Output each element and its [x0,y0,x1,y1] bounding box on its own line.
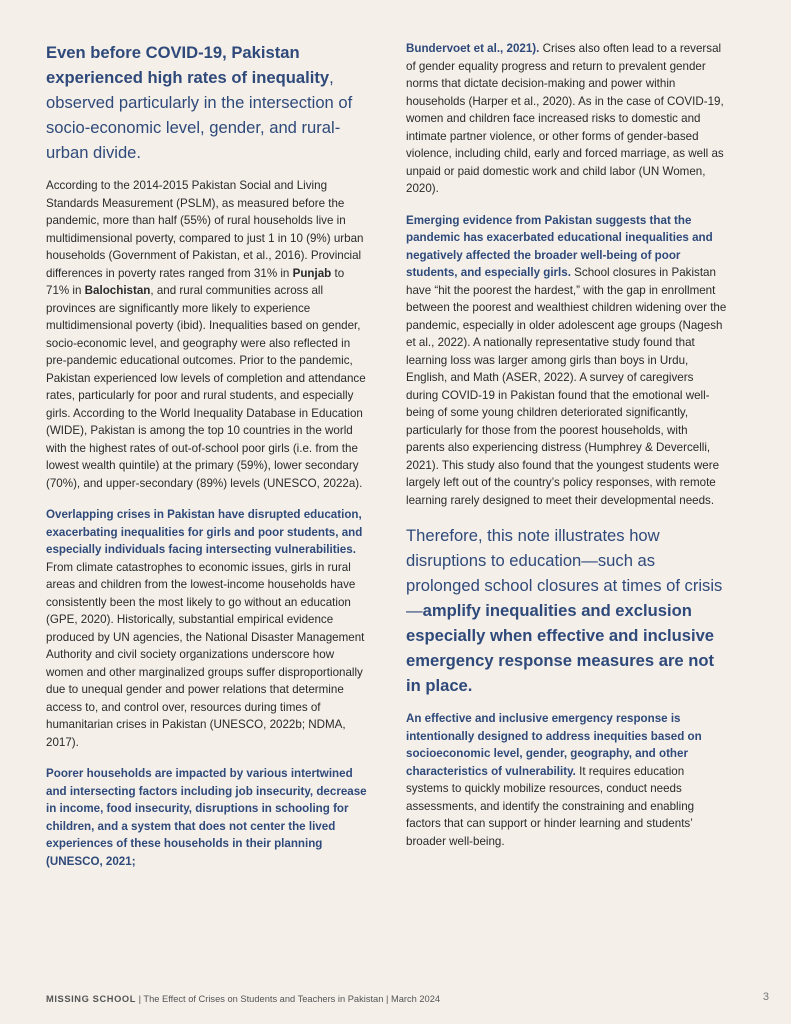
text-segment: According to the 2014-2015 Pakistan Social and Living Standards Measurement (PSLM), as measured before the pandemic, more than half (55%) of rural households live in multidimensional poverty, compared to just 1 in 10 (9%) urban households (Government of Pakistan, et al., 2016). Provincial differences in poverty rates ranged from 31% in [46,179,364,280]
left-column [46,40,368,884]
page-footer [46,991,769,1004]
page-number: 3 [762,991,769,1003]
right-paragraph-3 [406,710,728,850]
lead-bold-text: Even before COVID-19, Pakistan experienced high rates of inequality [46,43,330,87]
paragraph-heading: Overlapping crises in Pakistan have disrupted education, exacerbating inequalities for girls and poor students, and especially individuals facing intersecting vulnerabilities. [46,508,363,556]
citation-continuation: Bundervoet et al., 2021). [406,42,540,55]
text-segment: From climate catastrophes to economic issues, girls in rural areas and children from the lowest-income households have consistently been the most likely to go without an education (GPE, 2020). Historically, substantial empirical evidence produced by UN agencies, the National Disaster Management Authority and civil society organizations underscore how women and other marginalized groups suffer disproportionally due to unequal gender and power relations that determine access to, and control over, resources during times of humanitarian crises in Pakistan (UNESCO, 2022b; NDMA, 2017). [46,560,365,749]
lead-bold-text: amplify inequalities and exclusion especially when effective and inclusive emergency response measures are not in place. [406,601,715,695]
footer-text [46,994,440,1004]
left-paragraph-3 [46,765,368,870]
paragraph-heading: Emerging evidence from Pakistan suggests that the pandemic has exacerbated educational inequalities and negatively affected the broader well-being of poor students, and especially girls. [406,213,713,279]
left-paragraph-1 [46,177,368,492]
lead-light-text: Therefore, this note illustrates how disruptions to education—such as prolonged school closures at times of crisis— [406,526,723,620]
paragraph-heading: An effective and inclusive emergency response is intentionally designed to address inequities based on socioeconomic level, gender, geography, and other characteristics of vulnerability. [406,712,702,778]
right-column [406,40,728,864]
paragraph-heading: Poorer households are impacted by various intertwined and intersecting factors including job insecurity, decrease in income, food insecurity, disruptions in schooling for children, and a system that does not center the lived experiences of these households in their planning (UNESCO, 2021; [46,767,367,868]
text-segment: It requires education systems to quickly mobilize resources, conduct needs assessments, and identify the constraining and enabling factors that can support or hinder learning and students’ broader well-being. [406,764,695,848]
left-lead-paragraph [46,40,368,165]
balochistan-term: Balochistan [84,284,151,297]
text-segment: , and rural communities across all provinces are significantly more likely to experience multidimensional poverty (ibid). Inequalities based on gender, socio-economic level, and geography were also reflected in pre-pandemic educational outcomes. Prior to the pandemic, Pakistan experienced low levels of completion and attendance rates, particularly for poor and rural students, and especially girls. According to the World Inequality Database in Education (WIDE), Pakistan is among the top 10 countries in the world with the highest rates of out-of-school poor girls (i.e. from the lowest wealth quintile) at the primary (59%), lower secondary (70%), and upper-secondary (89%) levels (UNESCO, 2022a). [46,284,366,490]
lead-light-text: , observed particularly in the intersection of socio-economic level, gender, and rural-urban divide. [46,68,353,162]
text-segment: Crises also often lead to a reversal of gender equality progress and return to prevalent gender norms that dictate decision-making and power within households (Harper et al., 2020). As in the case of COVID-19, women and children face increased risks to domestic and intimate partner violence, or other forms of gender-based violence, including child, early and forced marriage, as well as unpaid or paid domestic work and child labor (UN Women, 2020). [406,42,724,195]
right-paragraph-2 [406,212,728,510]
footer-title: | The Effect of Crises on Students and Teachers in Pakistan | March 2024 [136,994,441,1004]
right-paragraph-1 [406,40,728,198]
text-segment: to 71% in [46,266,345,297]
punjab-term: Punjab [292,266,332,280]
text-segment: School closures in Pakistan have “hit the poorest the hardest,” with the gap in enrollment between the poorest and wealthiest children widening over the pandemic, especially in older adolescent age groups (Nagesh et al., 2022). A nationally representative study found that learning loss was larger among girls than boys in Urdu, English, and Math (ASER, 2022). A survey of caregivers during COVID-19 in Pakistan found that the emotional well-being of some young children deteriorated significantly, particularly for those from the poorest households, with parents also experiencing distress (Humphrey & Devercelli, 2021). This study also found that the youngest students were largely left out of the country’s policy responses, with remote learning rarely designed to meet their developmental needs. [406,266,727,507]
right-lead-paragraph [406,523,728,698]
left-paragraph-2 [46,506,368,751]
footer-brand: MISSING SCHOOL [46,994,137,1004]
